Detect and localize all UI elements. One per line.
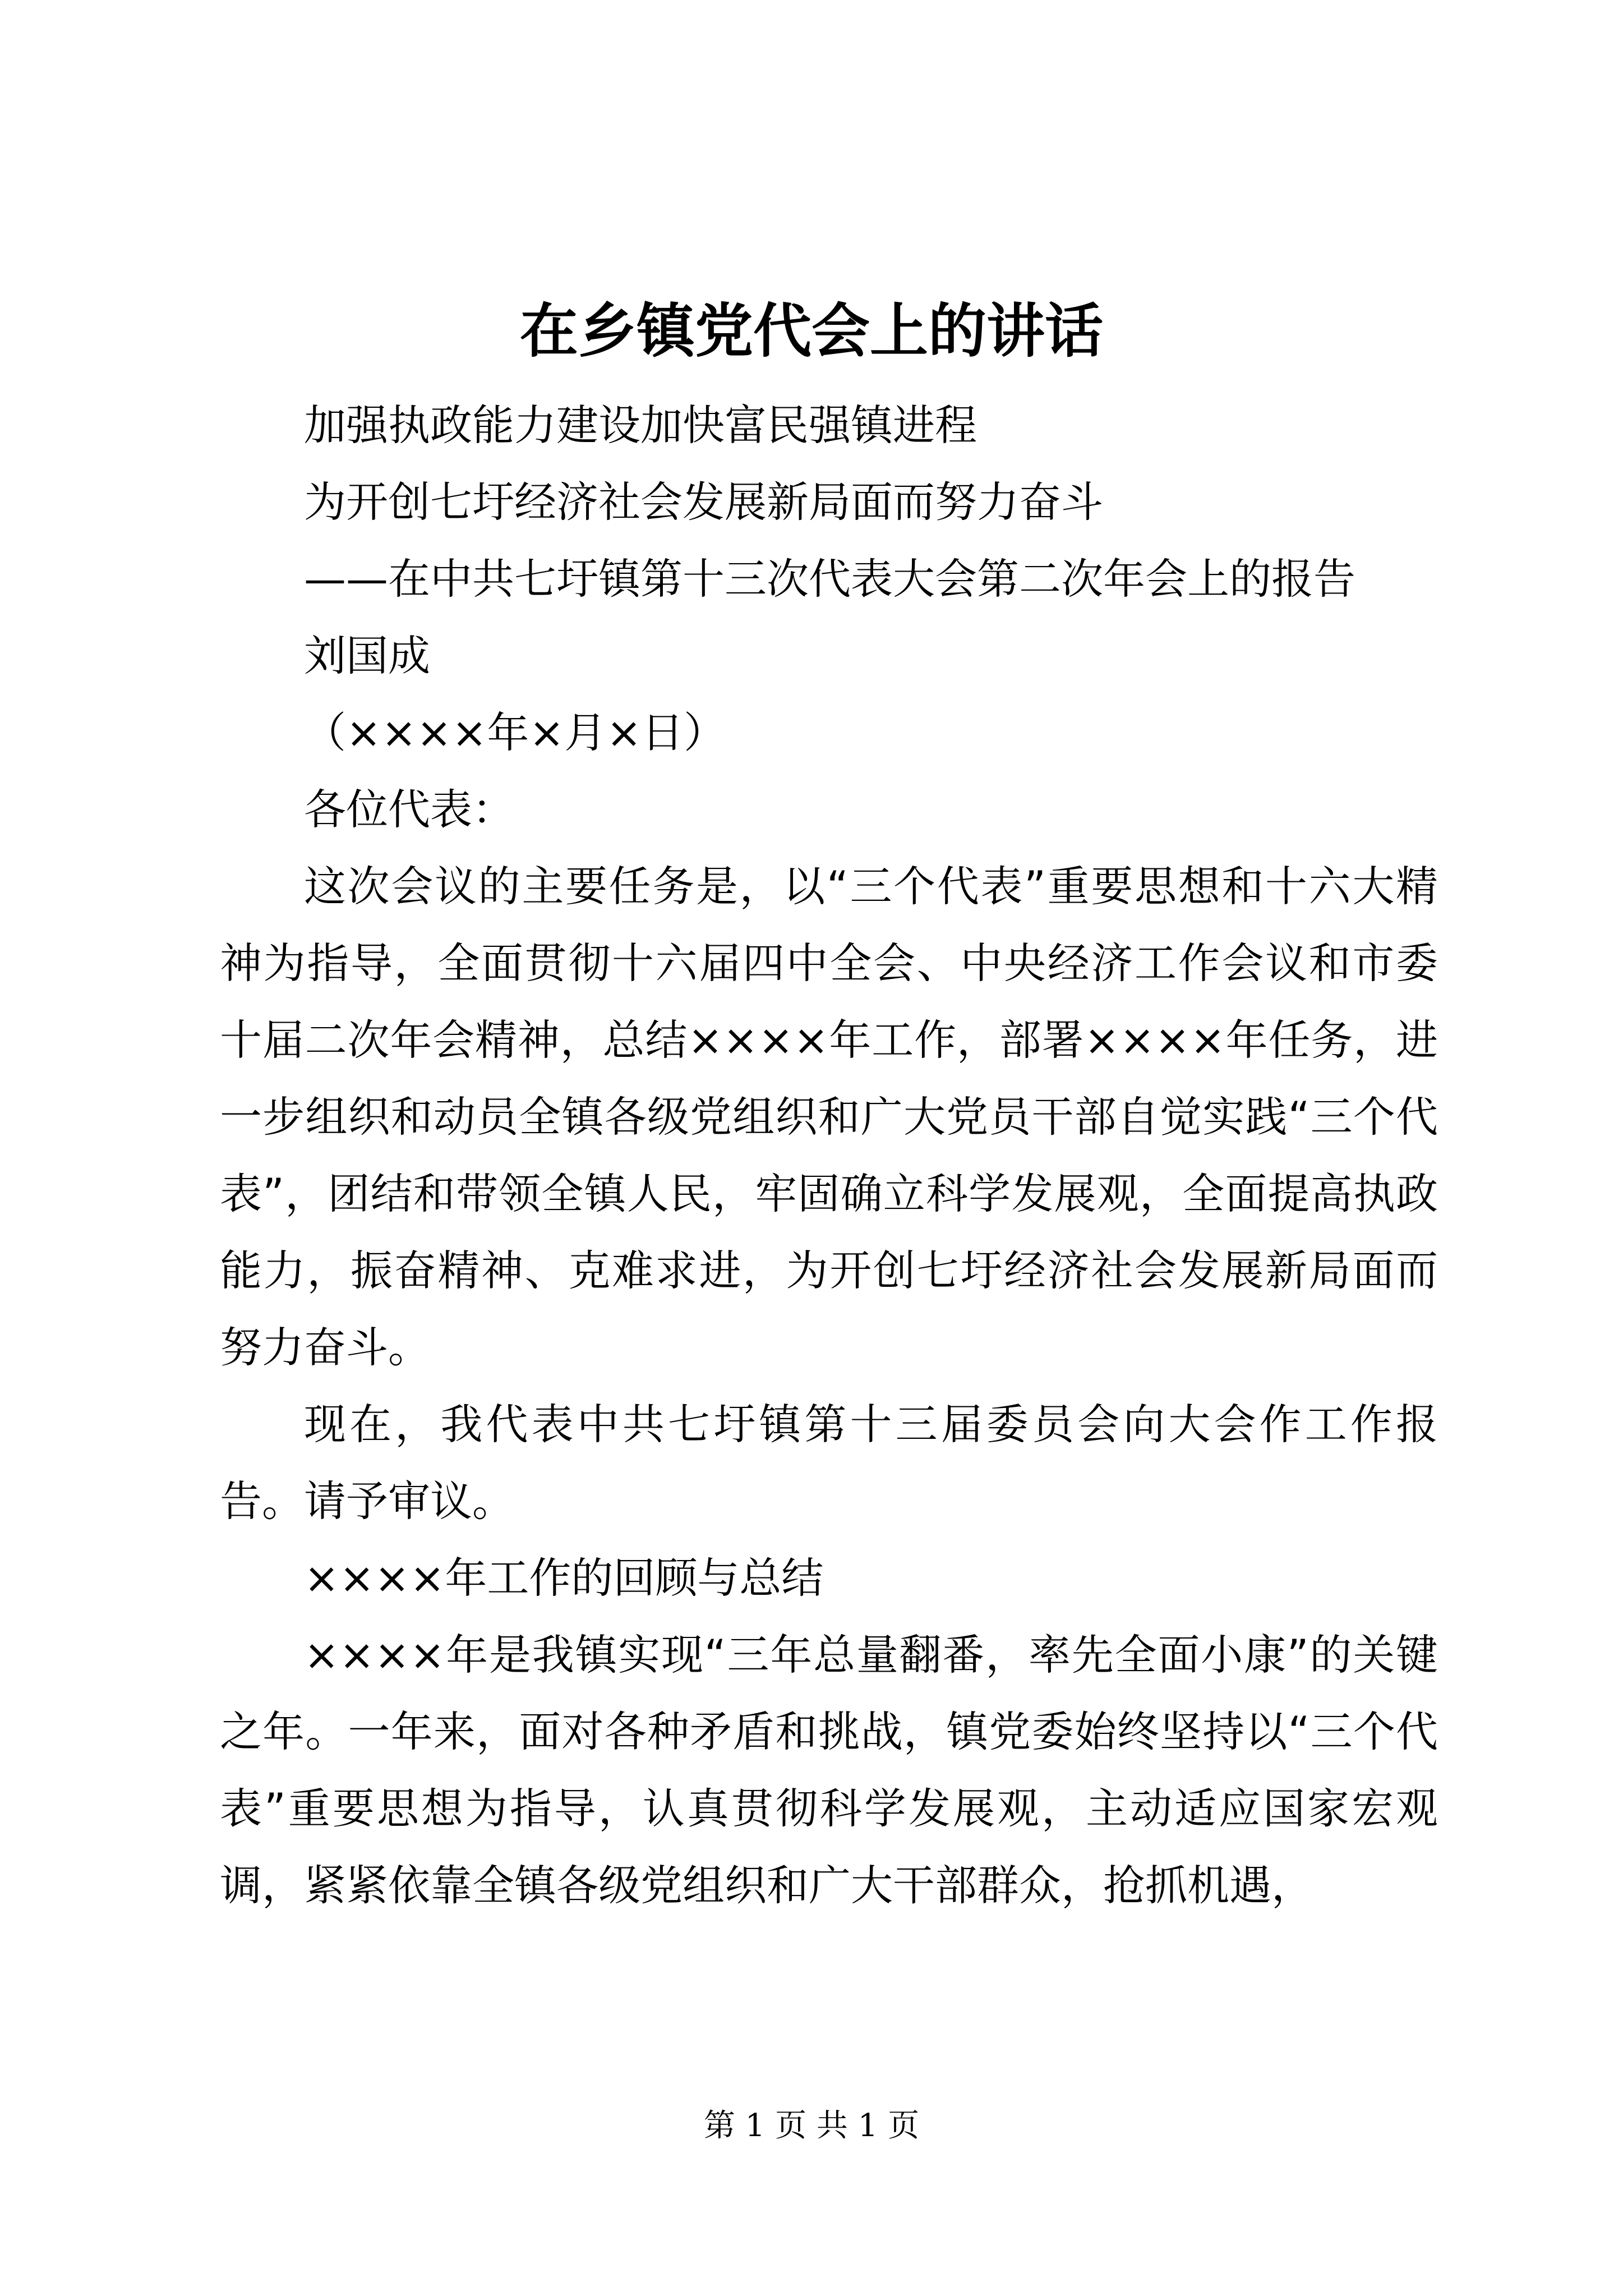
- salutation: 各位代表：: [304, 785, 515, 834]
- report-occasion: ——在中共七圩镇第十三次代表大会第二次年会上的报告: [304, 554, 1356, 604]
- report-date: （××××年×月×日）: [304, 708, 726, 757]
- author-name: 刘国成: [304, 631, 431, 680]
- page-footer: 第 1 页 共 1 页: [703, 2108, 920, 2144]
- body-paragraph-tasks: 这次会议的主要任务是，以“三个代表”重要思想和十六大精神为指导，全面贯彻十六届四中全会、中央经济工作会议和市委十届二次年会精神，总结××××年工作，部署××××年任务，进一步组织和动员全镇各级党组织和广大党员干部自觉实践“三个代表”，团结和带领全镇人民，牢固确立科学发展观，全面提高执政能力，振奋精神、克难求进，为开创七圩经济社会发展新局面而努力奋斗。: [220, 862, 1438, 1372]
- body-paragraph-report: 现在，我代表中共七圩镇第十三届委员会向大会作工作报告。请予审议。: [220, 1400, 1438, 1526]
- section-heading: ××××年工作的回顾与总结: [304, 1553, 824, 1603]
- subtitle-line-1: 加强执政能力建设加快富民强镇进程: [304, 401, 978, 450]
- document-title: 在乡镇党代会上的讲话: [519, 296, 1103, 365]
- subtitle-line-2: 为开创七圩经济社会发展新局面而努力奋斗: [304, 477, 1104, 527]
- document-body: [220, 387, 1438, 1924]
- body-paragraph-review: ××××年是我镇实现“三年总量翻番，率先全面小康”的关键之年。一年来，面对各种矛盾和挑战，镇党委始终坚持以“三个代表”重要思想为指导，认真贯彻科学发展观，主动适应国家宏观调，紧紧依靠全镇各级党组织和广大干部群众，抢抓机遇，: [220, 1630, 1438, 1910]
